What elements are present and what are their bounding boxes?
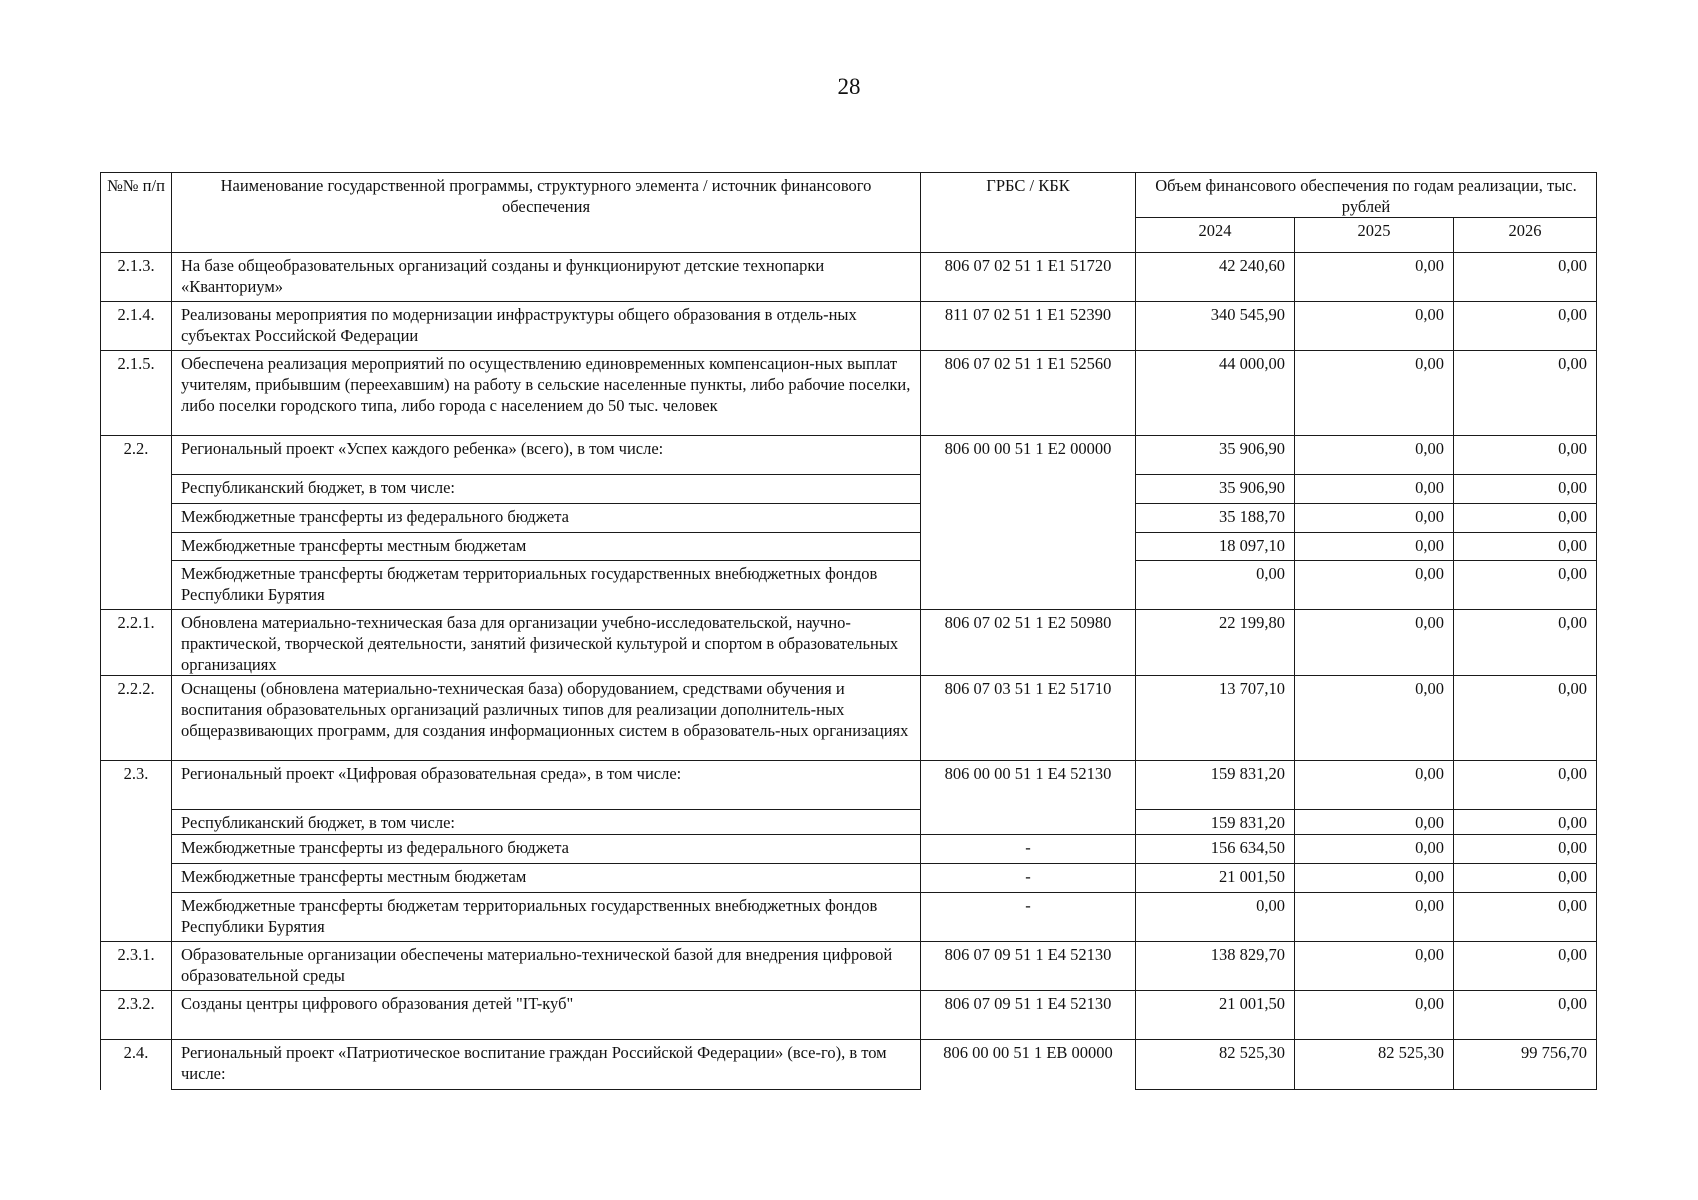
header-kbk: ГРБС / КБК	[921, 173, 1136, 253]
row-amount-2025: 0,00	[1295, 942, 1454, 991]
row-amount-2025: 0,00	[1295, 475, 1454, 504]
row-amount-2024: 35 188,70	[1136, 504, 1295, 533]
header-volume: Объем финансового обеспечения по годам реализации, тыс. рублей	[1136, 173, 1597, 218]
table-row	[101, 253, 1597, 302]
row-amount-2024: 138 829,70	[1136, 942, 1295, 991]
row-amount-2025: 0,00	[1295, 610, 1454, 676]
row-name: Межбюджетные трансферты из федерального бюджета	[172, 504, 921, 533]
row-amount-2024: 0,00	[1136, 561, 1295, 610]
row-amount-2024: 159 831,20	[1136, 761, 1295, 810]
row-amount-2026: 0,00	[1454, 436, 1597, 475]
row-amount-2024: 156 634,50	[1136, 835, 1295, 864]
row-kbk: -	[921, 864, 1136, 893]
row-kbk: 811 07 02 51 1 E1 52390	[921, 302, 1136, 351]
row-number: 2.3.	[101, 761, 172, 942]
row-amount-2026: 0,00	[1454, 864, 1597, 893]
row-amount-2026: 0,00	[1454, 504, 1597, 533]
table-row	[101, 436, 1597, 475]
row-name: Региональный проект «Цифровая образовательная среда», в том числе:	[172, 761, 921, 810]
row-amount-2024: 159 831,20	[1136, 810, 1295, 835]
row-name: На базе общеобразовательных организаций созданы и функционируют детские технопарки «Кванториум»	[172, 253, 921, 302]
row-name: Образовательные организации обеспечены материально-технической базой для внедрения цифровой образовательной среды	[172, 942, 921, 991]
row-amount-2024: 44 000,00	[1136, 351, 1295, 436]
row-amount-2025: 0,00	[1295, 810, 1454, 835]
row-amount-2024: 21 001,50	[1136, 991, 1295, 1040]
row-amount-2026: 0,00	[1454, 253, 1597, 302]
table-row	[101, 610, 1597, 676]
row-name: Обеспечена реализация мероприятий по осуществлению единовременных компенсацион-ных выплат учителям, прибывшим (переехавшим) на работу в сельские населенные пункты, либо рабочие поселки, либо поселки городского типа, либо города с населением до 50 тыс. человек	[172, 351, 921, 436]
row-amount-2024: 0,00	[1136, 893, 1295, 942]
row-amount-2026: 0,00	[1454, 835, 1597, 864]
table-row	[101, 991, 1597, 1040]
row-number: 2.2.1.	[101, 610, 172, 676]
row-number: 2.1.3.	[101, 253, 172, 302]
row-kbk: 806 07 09 51 1 E4 52130	[921, 942, 1136, 991]
header-year-2025: 2025	[1295, 218, 1454, 253]
row-amount-2026: 0,00	[1454, 810, 1597, 835]
row-number: 2.1.4.	[101, 302, 172, 351]
row-kbk: 806 07 02 51 1 E1 51720	[921, 253, 1136, 302]
row-amount-2025: 0,00	[1295, 761, 1454, 810]
row-name: Реализованы мероприятия по модернизации инфраструктуры общего образования в отдель-ных субъектах Российской Федерации	[172, 302, 921, 351]
row-amount-2026: 0,00	[1454, 561, 1597, 610]
row-kbk: 806 07 03 51 1 E2 51710	[921, 676, 1136, 761]
row-number: 2.1.5.	[101, 351, 172, 436]
table-row	[101, 302, 1597, 351]
row-name: Республиканский бюджет, в том числе:	[172, 810, 921, 835]
row-amount-2026: 0,00	[1454, 893, 1597, 942]
row-name: Региональный проект «Успех каждого ребенка» (всего), в том числе:	[172, 436, 921, 475]
row-name: Республиканский бюджет, в том числе:	[172, 475, 921, 504]
table-row	[101, 893, 1597, 942]
row-amount-2025: 0,00	[1295, 864, 1454, 893]
row-amount-2025: 0,00	[1295, 991, 1454, 1040]
row-number: 2.2.	[101, 436, 172, 610]
row-kbk: -	[921, 893, 1136, 942]
page-number: 28	[837, 74, 861, 99]
row-kbk: 806 07 09 51 1 E4 52130	[921, 991, 1136, 1040]
row-amount-2026: 0,00	[1454, 942, 1597, 991]
row-amount-2025: 0,00	[1295, 533, 1454, 561]
header-row	[101, 173, 1597, 218]
table-row	[101, 810, 1597, 835]
row-name: Межбюджетные трансферты местным бюджетам	[172, 533, 921, 561]
row-name: Оснащены (обновлена материально-техническая база) оборудованием, средствами обучения и воспитания образовательных организаций различных типов для реализации дополнитель-ных общеразвивающих программ, для создания информационных систем в образователь-ных организациях	[172, 676, 921, 761]
row-amount-2026: 0,00	[1454, 761, 1597, 810]
row-amount-2025: 0,00	[1295, 436, 1454, 475]
financing-table	[100, 172, 1597, 1090]
row-amount-2026: 0,00	[1454, 991, 1597, 1040]
table-row	[101, 561, 1597, 610]
row-amount-2024: 340 545,90	[1136, 302, 1295, 351]
header-year-2024: 2024	[1136, 218, 1295, 253]
row-kbk: -	[921, 835, 1136, 864]
table-row	[101, 761, 1597, 810]
table-row	[101, 676, 1597, 761]
row-amount-2026: 0,00	[1454, 533, 1597, 561]
table-row	[101, 1040, 1597, 1090]
row-amount-2025: 0,00	[1295, 253, 1454, 302]
row-amount-2026: 0,00	[1454, 351, 1597, 436]
row-amount-2025: 0,00	[1295, 561, 1454, 610]
row-name: Межбюджетные трансферты бюджетам территориальных государственных внебюджетных фондов Республики Бурятия	[172, 893, 921, 942]
row-amount-2026: 99 756,70	[1454, 1040, 1597, 1090]
row-amount-2024: 13 707,10	[1136, 676, 1295, 761]
header-no: №№ п/п	[101, 173, 172, 253]
row-amount-2026: 0,00	[1454, 610, 1597, 676]
row-amount-2025: 0,00	[1295, 302, 1454, 351]
row-amount-2024: 42 240,60	[1136, 253, 1295, 302]
row-amount-2025: 0,00	[1295, 504, 1454, 533]
row-amount-2025: 82 525,30	[1295, 1040, 1454, 1090]
row-amount-2026: 0,00	[1454, 302, 1597, 351]
table-row	[101, 864, 1597, 893]
row-amount-2024: 22 199,80	[1136, 610, 1295, 676]
row-kbk: 806 00 00 51 1 EB 00000	[921, 1040, 1136, 1090]
row-kbk: 806 07 02 51 1 E1 52560	[921, 351, 1136, 436]
row-amount-2025: 0,00	[1295, 351, 1454, 436]
header-name: Наименование государственной программы, структурного элемента / источник финансового обеспечения	[172, 173, 921, 253]
row-amount-2024: 35 906,90	[1136, 475, 1295, 504]
row-amount-2024: 18 097,10	[1136, 533, 1295, 561]
row-number: 2.3.2.	[101, 991, 172, 1040]
row-number: 2.2.2.	[101, 676, 172, 761]
row-kbk: 806 07 02 51 1 E2 50980	[921, 610, 1136, 676]
row-name: Обновлена материально-техническая база для организации учебно-исследовательской, научно-практической, творческой деятельности, занятий физической культурой и спортом в образовательных организациях	[172, 610, 921, 676]
row-amount-2026: 0,00	[1454, 676, 1597, 761]
row-amount-2025: 0,00	[1295, 835, 1454, 864]
row-amount-2024: 35 906,90	[1136, 436, 1295, 475]
row-number: 2.4.	[101, 1040, 172, 1090]
row-kbk: 806 00 00 51 1 E4 52130	[921, 761, 1136, 835]
row-amount-2025: 0,00	[1295, 676, 1454, 761]
row-amount-2024: 82 525,30	[1136, 1040, 1295, 1090]
row-amount-2025: 0,00	[1295, 893, 1454, 942]
table-row	[101, 942, 1597, 991]
header-year-2026: 2026	[1454, 218, 1597, 253]
row-kbk: 806 00 00 51 1 E2 00000	[921, 436, 1136, 610]
row-number: 2.3.1.	[101, 942, 172, 991]
row-name: Созданы центры цифрового образования детей "IT-куб"	[172, 991, 921, 1040]
row-amount-2026: 0,00	[1454, 475, 1597, 504]
table-row	[101, 533, 1597, 561]
row-name: Межбюджетные трансферты из федерального бюджета	[172, 835, 921, 864]
row-name: Межбюджетные трансферты бюджетам территориальных государственных внебюджетных фондов Республики Бурятия	[172, 561, 921, 610]
row-amount-2024: 21 001,50	[1136, 864, 1295, 893]
row-name: Региональный проект «Патриотическое воспитание граждан Российской Федерации» (все-го), в том числе:	[172, 1040, 921, 1090]
table-row	[101, 504, 1597, 533]
table-row	[101, 835, 1597, 864]
row-name: Межбюджетные трансферты местным бюджетам	[172, 864, 921, 893]
table-row	[101, 475, 1597, 504]
table-row	[101, 351, 1597, 436]
